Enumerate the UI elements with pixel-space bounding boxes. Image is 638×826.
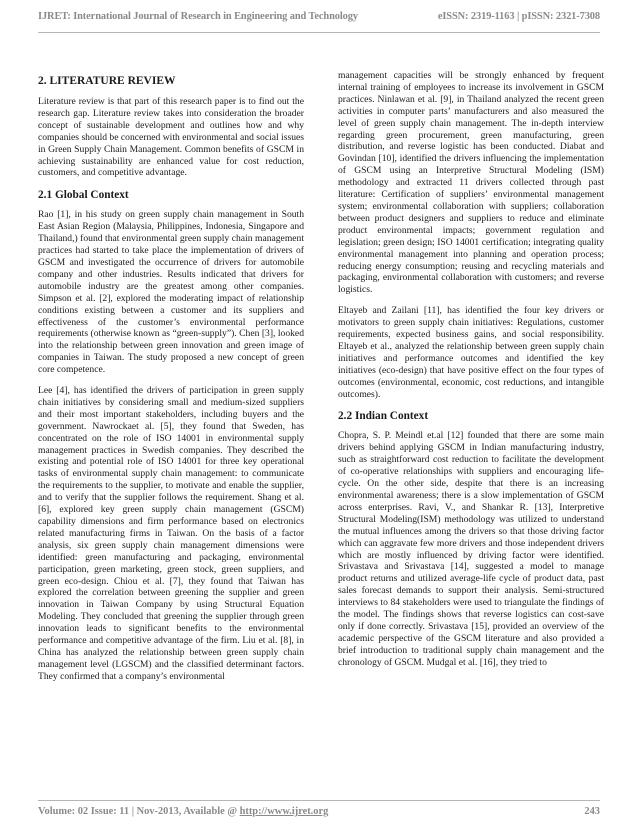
page-number: 243 <box>584 806 600 817</box>
page-header <box>38 11 600 22</box>
issn: eISSN: 2319-1163 | pISSN: 2321-7308 <box>437 11 600 22</box>
paragraph: Chopra, S. P. Meindl et.al [12] founded that there are some main drivers behind applying GSCM in Indian manufacturing industry, such as straightforward cost reduction to facilitate the development of co-operative relationships with suppliers and encouraging life-cycle. On the other side, despite that there is an increasing environmental awareness; there is a slow implementation of GSCM across enterprises. Ravi, V., and Shankar R. [13], Interpretive Structural Modeling(ISM) methodology was utilized to understand the mutual influences among the drivers so that those driving factor which can aggravate few more drivers and those independent drivers which are mostly influenced by driving factor were identified. Srivastava and Srivastava [14], suggested a model to manage product returns and utilized average-life cycle of product data, past sales forecast demands to support their analysis. Semi-structured interviews to 84 stakeholders were used to triangulate the findings of the model. The findings shows that reverse logistics can cost-save only if done correctly. Srivastava [15], provided an overview of the academic perspective of the GSCM literature and also provided a brief introduction to traditional supply chain management and the chronology of GSCM. Mudgal et al. [16], they tried to <box>338 430 604 668</box>
paragraph: Lee [4], has identified the drivers of participation in green supply chain initiatives by considering small and medium-sized suppliers and their most important stakeholders, including buyers and the government. Nawrockaet al. [5], they found that Sweden, has concentrated on the role of ISO 14001 in environmental supply management practices in Swedish companies. They described the existing and potential role of ISO 14001 for three key operational tasks of environmental supply chain management: to communicate the requirements to the supplier, to motivate and enable the supplier, and to verify that the supplier follows the requirement. Shang et al. [6], explored key green supply chain management (GSCM) capability dimensions and firm performance based on electronics related manufacturing firms in Taiwan. On the basis of a factor analysis, six green supply chain management dimensions were identified: green manufacturing and packaging, environmental participation, green marketing, green stock, green suppliers, and green eco-design. Chiou et al. [7], they found that Taiwan has explored the correlation between greening the supplier and green innovation in Taiwan Company by using Structural Equation Modeling. They concluded that greening the supplier through green innovation leads to significant benefits to the environmental performance and competitive advantage of the firm. Liu et al. [8], in China has analyzed the relationship between green supply chain management level (LGSCM) and the classified determinant factors. They confirmed that a company’s environmental <box>38 385 304 682</box>
paragraph: Rao [1], in his study on green supply chain management in South East Asian Region (Malaysia, Philippines, Indonesia, Singapore and Thailand,) found that environmental green supply chain management practices had started to take place the implementation of drivers of GSCM and investigated the occurrence of drivers for automobile company and other industries. Results indicated that drivers for automobile industry are the greatest among other companies. Simpson et al. [2], explored the moderating impact of relationship conditions existing between a customer and its suppliers and effectiveness of the customer’s environmental performance requirements (otherwise known as “green-supply”). Chen [3], looked into the relationship between green innovation and green image of companies in Taiwan. The study proposed a new concept of green core competence. <box>38 209 304 376</box>
paragraph: Eltayeb and Zailani [11], has identified the four key drivers or motivators to green supply chain initiatives: Regulations, customer requirements, expected business gains, and social responsibility. Eltayeb et al., analyzed the relationship between green supply chain initiatives and performance outcomes and identified the key initiatives (eco-design) that have positive effect on the four types of outcomes (environmental, economic, cost reductions, and intangible outcomes). <box>338 305 604 400</box>
subsection-heading-indian-context: 2.2 Indian Context <box>338 410 429 423</box>
header-rule <box>38 32 600 33</box>
volume-info <box>38 806 328 817</box>
page-footer <box>38 806 600 817</box>
paragraph: Literature review is that part of this research paper is to find out the research gap. Literature review takes into consideration the broader concept of sustainable development and outlines how and why companies should be concerned with environmental and social issues in Green Supply Chain Management. Common benefits of GSCM in achieving sustainability are enhanced value for cost reduction, customers, and competitive advantage. <box>38 96 304 179</box>
footer-rule <box>38 800 600 801</box>
right-column <box>338 70 604 678</box>
section-heading-literature-review: 2. LITERATURE REVIEW <box>38 75 176 87</box>
subsection-heading-global-context: 2.1 Global Context <box>38 189 129 202</box>
left-column <box>38 74 304 692</box>
volume-text: Volume: 02 Issue: 11 | Nov-2013, Available @ <box>38 806 240 817</box>
journal-link[interactable]: http://www.ijret.org <box>239 806 329 817</box>
journal-title: IJRET: International Journal of Research in Engineering and Technology <box>38 11 358 22</box>
paragraph: management capacities will be strongly enhanced by frequent internal training of employees to increase its involvement in GSCM practices. Ninlawan et al. [9], in Thailand analyzed the recent green activities in computer parts’ manufacturers and also measured the level of green supply chain management. The in-depth interview regarding green procurement, green manufacturing, green distribution, and reverse logistic has been conducted. Diabat and Govindan [10], identified the drivers influencing the implementation of GSCM using an Interpretive Structural Modeling (ISM) methodology and extracted 11 drivers collected through past literature: Certification of suppliers’ environmental management system; environmental collaboration with suppliers; collaboration between product designers and suppliers to reduce and eliminate product environmental impacts; government regulation and legislation; green design; ISO 14001 certification; integrating quality environmental management into planning and operation process; reducing energy consumption; reusing and recycling materials and packaging, environmental collaboration with customers; and reverse logistics. <box>338 70 604 296</box>
